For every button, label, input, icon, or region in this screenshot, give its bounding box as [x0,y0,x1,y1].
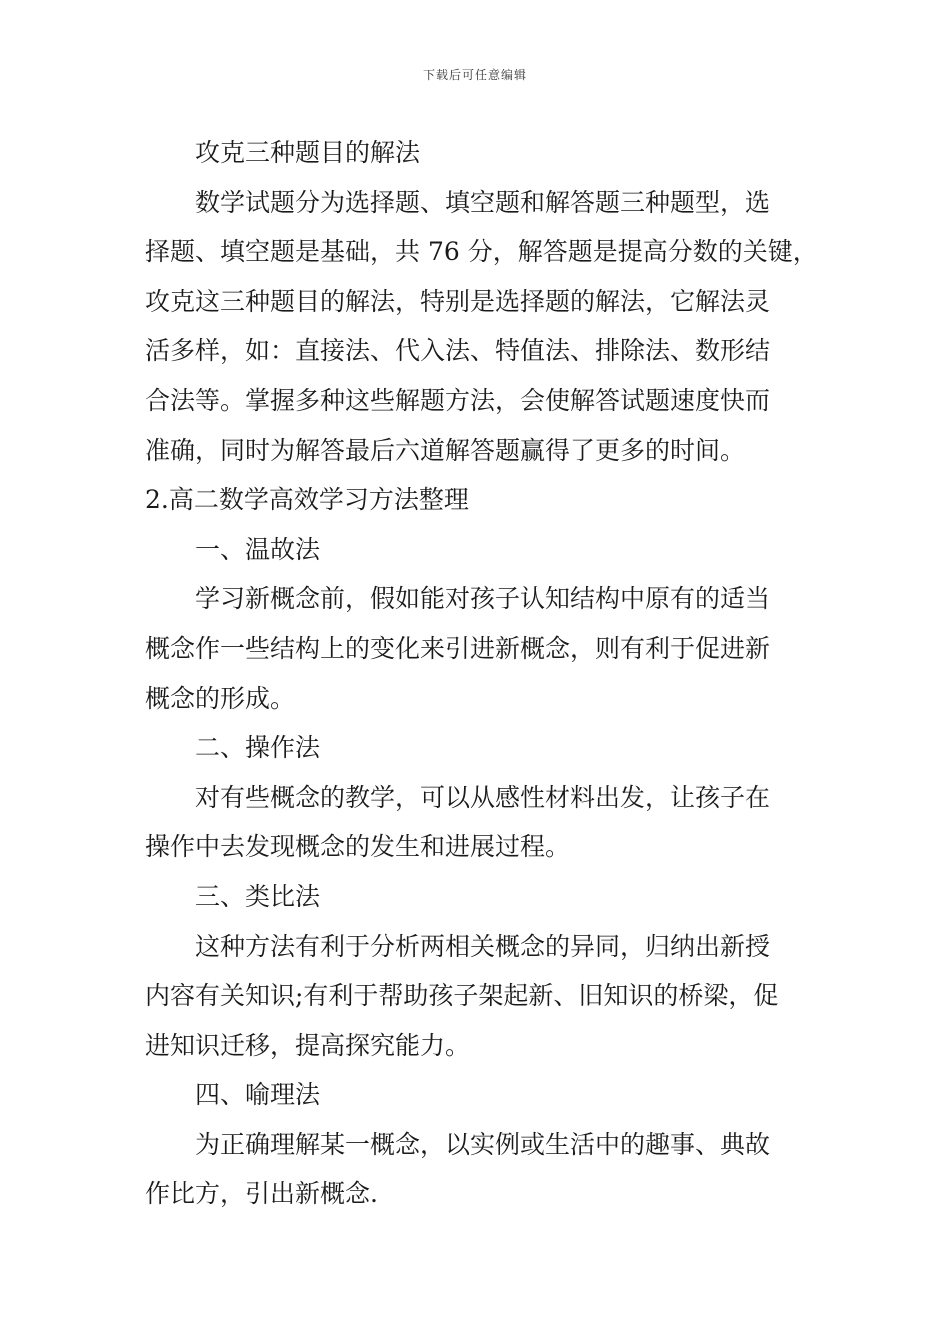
text-line: 二、操作法 [195,733,321,763]
text-line: 内容有关知识;有利于帮助孩子架起新、旧知识的桥梁，促 [145,981,779,1011]
document-body [145,128,818,1219]
text-line: 概念作一些结构上的变化来引进新概念，则有利于促进新 [145,633,771,663]
text-line: 数学试题分为选择题、填空题和解答题三种题型，选 [195,187,771,217]
text-line: 进知识迁移，提高探究能力。 [145,1030,471,1060]
text-line: 2.高二数学高效学习方法整理 [145,485,469,515]
text-line: 攻克三种题目的解法 [195,138,421,167]
text-line: 择题、填空题是基础，共 76 分，解答题是提高分数的关键， [145,237,818,267]
text-line: 攻克这三种题目的解法，特别是选择题的解法，它解法灵 [145,286,771,316]
text-line: 准确，同时为解答最后六道解答题赢得了更多的时间。 [145,435,746,465]
text-line: 为正确理解某一概念，以实例或生活中的趣事、典故 [195,1129,771,1159]
text-line: 四、喻理法 [195,1080,321,1110]
text-line: 概念的形成。 [145,683,296,713]
text-line: 活多样，如：直接法、代入法、特值法、排除法、数形结 [145,336,771,366]
text-line: 这种方法有利于分析两相关概念的异同，归纳出新授 [195,931,771,961]
text-line: 操作中去发现概念的发生和进展过程。 [145,832,571,862]
text-line: 对有些概念的教学，可以从感性材料出发，让孩子在 [195,782,771,812]
text-line: 作比方，引出新概念. [145,1179,378,1209]
text-line: 学习新概念前，假如能对孩子认知结构中原有的适当 [195,584,771,614]
header-note: 下载后可任意编辑 [422,68,527,82]
text-line: 合法等。掌握多种这些解题方法，会使解答试题速度快而 [145,385,771,415]
text-line: 三、类比法 [195,881,321,911]
text-line: 一、温故法 [195,534,321,564]
